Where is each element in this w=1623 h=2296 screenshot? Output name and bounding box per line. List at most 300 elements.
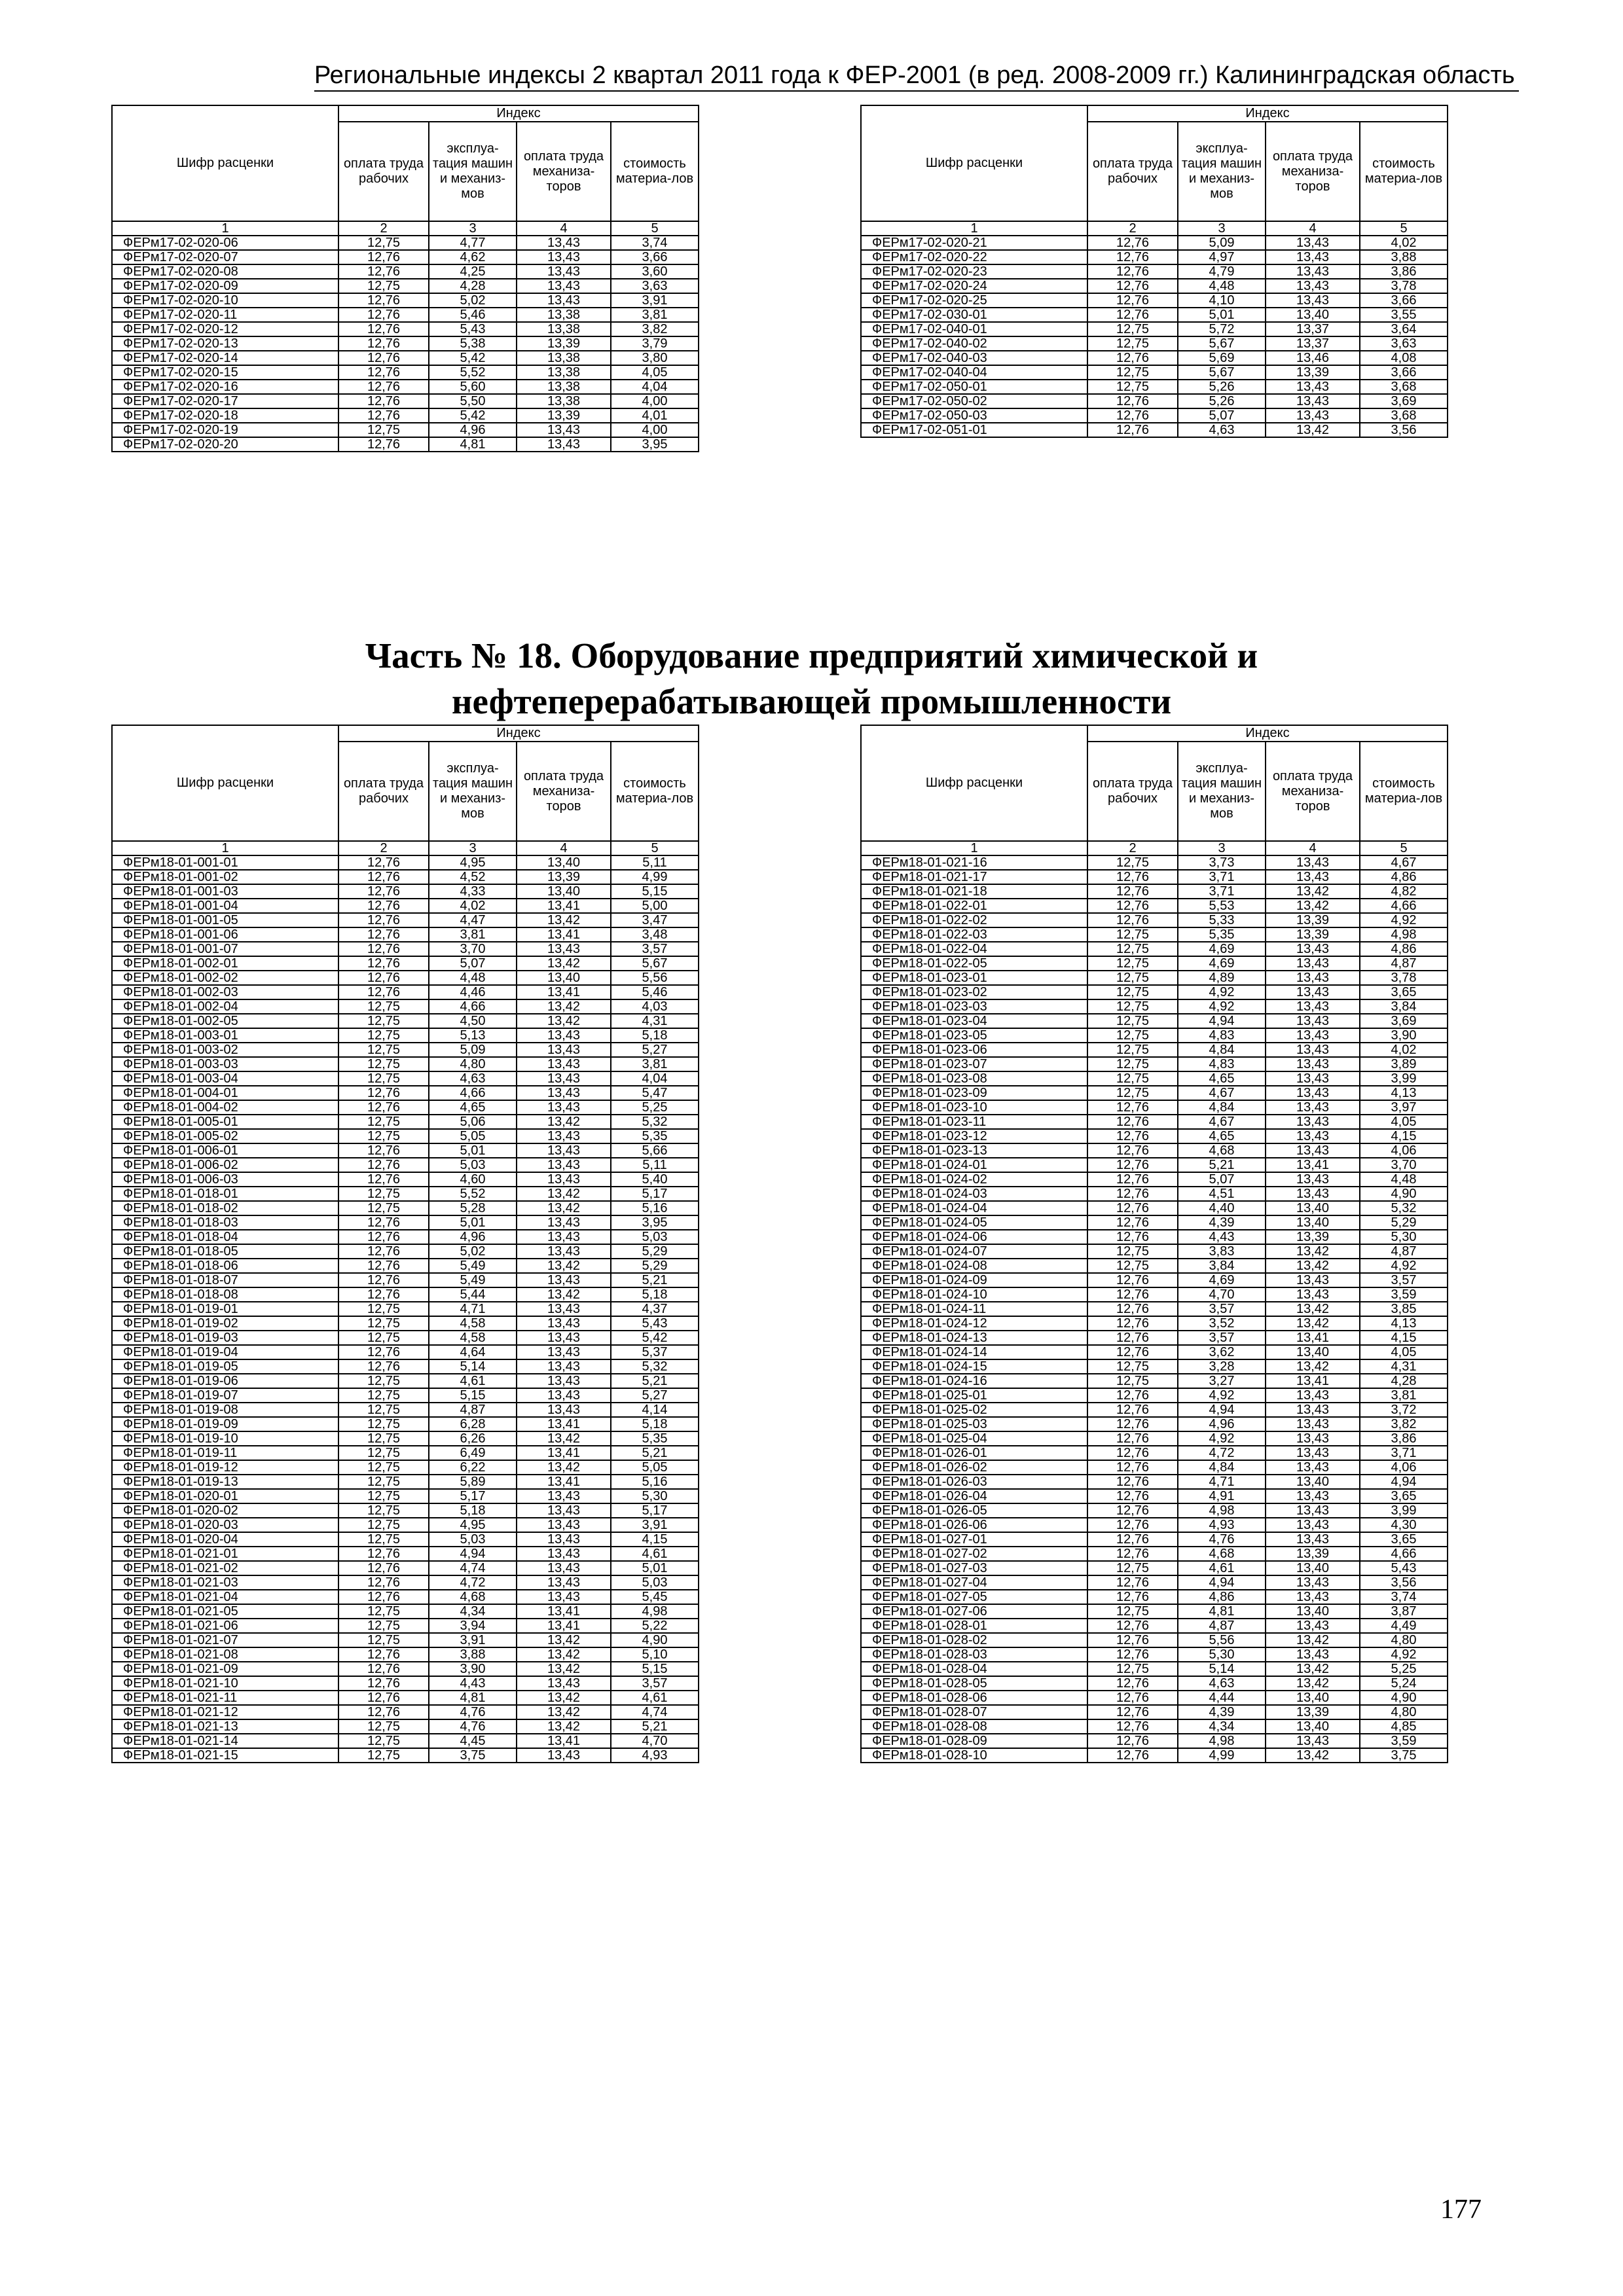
machine-index: 5,02 [429,1244,517,1259]
col-header-code: Шифр расценки [861,725,1087,841]
rate-code: ФЕРм18-01-006-02 [112,1158,338,1172]
table-row [112,336,699,351]
machine-index: 5,15 [429,1388,517,1403]
operator-index: 13,43 [1266,1403,1360,1417]
labor-index: 12,75 [1087,1604,1178,1619]
rate-code: ФЕРм18-01-026-06 [861,1518,1087,1532]
material-index: 5,05 [611,1460,699,1475]
operator-index: 13,43 [1266,1503,1360,1518]
operator-index: 13,42 [1266,1259,1360,1273]
table-row [112,942,699,956]
machine-index: 5,44 [429,1287,517,1302]
labor-index: 12,76 [1087,351,1178,365]
table-row [861,1604,1448,1619]
table-row [861,899,1448,913]
operator-index: 13,43 [1266,999,1360,1014]
machine-index: 4,69 [1178,942,1266,956]
table-row [112,1014,699,1028]
material-index: 3,99 [1360,1071,1448,1086]
machine-index: 3,28 [1178,1359,1266,1374]
rate-code: ФЕРм18-01-027-01 [861,1532,1087,1547]
machine-index: 4,95 [429,855,517,870]
column-number: 5 [1360,221,1448,236]
operator-index: 13,42 [1266,1676,1360,1691]
machine-index: 4,34 [1178,1719,1266,1734]
machine-index: 4,79 [1178,264,1266,279]
section-title-line2: нефтеперерабатывающей промышленности [451,681,1172,721]
rate-code: ФЕРм17-02-040-04 [861,365,1087,380]
table-row [112,884,699,899]
material-index: 5,21 [611,1273,699,1287]
material-index: 3,91 [611,1518,699,1532]
table-row [861,1028,1448,1043]
column-number: 1 [861,221,1087,236]
operator-index: 13,43 [1266,1071,1360,1086]
material-index: 3,65 [1360,985,1448,999]
machine-index: 4,34 [429,1604,517,1619]
labor-index: 12,76 [338,1273,429,1287]
labor-index: 12,76 [338,1086,429,1100]
material-index: 5,21 [611,1374,699,1388]
rate-code: ФЕРм18-01-026-02 [861,1460,1087,1475]
rate-code: ФЕРм18-01-023-05 [861,1028,1087,1043]
rate-code: ФЕРм17-02-020-13 [112,336,338,351]
column-number: 2 [338,221,429,236]
column-number: 3 [429,221,517,236]
operator-index: 13,43 [1266,971,1360,985]
rate-code: ФЕРм18-01-019-13 [112,1475,338,1489]
table-row [112,308,699,322]
rate-code: ФЕРм18-01-028-07 [861,1705,1087,1719]
operator-index: 13,43 [517,423,611,437]
labor-index: 12,76 [338,899,429,913]
table-row [112,870,699,884]
table-row [861,870,1448,884]
labor-index: 12,75 [338,1302,429,1316]
table-row [112,236,699,250]
rate-code: ФЕРм17-02-040-01 [861,322,1087,336]
operator-index: 13,43 [517,264,611,279]
machine-index: 3,52 [1178,1316,1266,1331]
machine-index: 3,91 [429,1633,517,1647]
column-number: 5 [1360,841,1448,855]
machine-index: 4,92 [1178,985,1266,999]
machine-index: 4,69 [1178,1273,1266,1287]
material-index: 3,82 [611,322,699,336]
material-index: 3,78 [1360,971,1448,985]
rate-code: ФЕРм18-01-003-02 [112,1043,338,1057]
material-index: 4,67 [1360,855,1448,870]
table-row [112,1388,699,1403]
labor-index: 12,75 [1087,1561,1178,1575]
material-index: 5,24 [1360,1676,1448,1691]
col-header-index: Индекс [1087,725,1448,742]
operator-index: 13,43 [517,1100,611,1115]
index-table [111,105,699,452]
material-index: 3,59 [1360,1287,1448,1302]
rate-code: ФЕРм17-02-020-22 [861,250,1087,264]
operator-index: 13,43 [1266,1086,1360,1100]
rate-code: ФЕРм18-01-001-02 [112,870,338,884]
table-row [861,250,1448,264]
material-index: 4,61 [611,1691,699,1705]
operator-index: 13,42 [1266,1359,1360,1374]
labor-index: 12,75 [338,1201,429,1215]
operator-index: 13,43 [517,1302,611,1316]
machine-index: 4,64 [429,1345,517,1359]
col-header-operator: оплата труда механиза-торов [1266,122,1360,221]
rate-code: ФЕРм18-01-019-06 [112,1374,338,1388]
rate-code: ФЕРм18-01-027-04 [861,1575,1087,1590]
material-index: 5,17 [611,1503,699,1518]
material-index: 3,59 [1360,1734,1448,1748]
machine-index: 5,13 [429,1028,517,1043]
machine-index: 4,70 [1178,1287,1266,1302]
rate-code: ФЕРм17-02-020-11 [112,308,338,322]
machine-index: 5,26 [1178,394,1266,408]
rate-code: ФЕРм18-01-021-10 [112,1676,338,1691]
operator-index: 13,42 [517,1259,611,1273]
labor-index: 12,75 [338,1719,429,1734]
labor-index: 12,75 [1087,1043,1178,1057]
labor-index: 12,76 [1087,1115,1178,1129]
rate-code: ФЕРм18-01-023-02 [861,985,1087,999]
labor-index: 12,76 [338,250,429,264]
operator-index: 13,43 [517,1676,611,1691]
operator-index: 13,43 [517,1403,611,1417]
labor-index: 12,76 [338,855,429,870]
labor-index: 12,75 [338,999,429,1014]
machine-index: 5,49 [429,1273,517,1287]
col-header-labor: оплата труда рабочих [1087,122,1178,221]
rate-code: ФЕРм17-02-020-21 [861,236,1087,250]
material-index: 3,86 [1360,264,1448,279]
rate-code: ФЕРм17-02-050-03 [861,408,1087,423]
labor-index: 12,75 [1087,1244,1178,1259]
labor-index: 12,76 [338,1705,429,1719]
machine-index: 4,92 [1178,999,1266,1014]
labor-index: 12,75 [338,1619,429,1633]
machine-index: 4,74 [429,1561,517,1575]
rate-code: ФЕРм18-01-006-03 [112,1172,338,1187]
table-row [112,855,699,870]
operator-index: 13,40 [1266,1561,1360,1575]
labor-index: 12,76 [338,1561,429,1575]
rate-code: ФЕРм18-01-019-11 [112,1446,338,1460]
machine-index: 3,75 [429,1748,517,1763]
column-number: 4 [517,841,611,855]
material-index: 4,92 [1360,1259,1448,1273]
rate-code: ФЕРм18-01-021-13 [112,1719,338,1734]
rate-code: ФЕРм18-01-019-01 [112,1302,338,1316]
material-index: 4,08 [1360,351,1448,365]
rate-code: ФЕРм18-01-020-03 [112,1518,338,1532]
rate-code: ФЕРм18-01-028-09 [861,1734,1087,1748]
labor-index: 12,76 [1087,1158,1178,1172]
table-row [112,1403,699,1417]
material-index: 5,15 [611,884,699,899]
labor-index: 12,76 [338,913,429,927]
operator-index: 13,43 [517,1043,611,1057]
machine-index: 5,01 [1178,308,1266,322]
labor-index: 12,75 [1087,336,1178,351]
index-table [860,105,1448,438]
table-row [861,322,1448,336]
rate-code: ФЕРм18-01-003-04 [112,1071,338,1086]
table-row [861,1460,1448,1475]
operator-index: 13,43 [1266,942,1360,956]
machine-index: 4,87 [1178,1619,1266,1633]
rate-code: ФЕРм18-01-019-07 [112,1388,338,1403]
material-index: 4,80 [1360,1633,1448,1647]
table-row [112,293,699,308]
material-index: 3,57 [611,1676,699,1691]
table-row [112,1532,699,1547]
table-row [112,365,699,380]
operator-index: 13,41 [1266,1374,1360,1388]
machine-index: 4,45 [429,1734,517,1748]
rate-code: ФЕРм18-01-001-07 [112,942,338,956]
operator-index: 13,40 [1266,1604,1360,1619]
machine-index: 4,66 [429,1086,517,1100]
rate-code: ФЕРм18-01-021-15 [112,1748,338,1763]
operator-index: 13,39 [1266,1230,1360,1244]
rate-code: ФЕРм18-01-024-03 [861,1187,1087,1201]
operator-index: 13,40 [517,971,611,985]
operator-index: 13,43 [517,1359,611,1374]
machine-index: 4,33 [429,884,517,899]
machine-index: 5,52 [429,1187,517,1201]
rate-code: ФЕРм18-01-001-01 [112,855,338,870]
labor-index: 12,76 [338,1676,429,1691]
machine-index: 3,73 [1178,855,1266,870]
table-row [861,1489,1448,1503]
material-index: 5,25 [1360,1662,1448,1676]
machine-index: 5,53 [1178,899,1266,913]
labor-index: 12,76 [338,1662,429,1676]
col-header-material: стоимость материа-лов [611,742,699,841]
table-row [112,1374,699,1388]
labor-index: 12,75 [338,1503,429,1518]
machine-index: 4,67 [1178,1086,1266,1100]
column-number: 2 [1087,221,1178,236]
operator-index: 13,43 [517,250,611,264]
material-index: 4,92 [1360,913,1448,927]
machine-index: 4,89 [1178,971,1266,985]
table-row [861,279,1448,293]
rate-code: ФЕРм18-01-023-06 [861,1043,1087,1057]
operator-index: 13,38 [517,351,611,365]
machine-index: 4,51 [1178,1187,1266,1201]
material-index: 5,11 [611,1158,699,1172]
rate-code: ФЕРм18-01-020-02 [112,1503,338,1518]
labor-index: 12,76 [1087,408,1178,423]
labor-index: 12,75 [338,1316,429,1331]
machine-index: 4,93 [1178,1518,1266,1532]
rate-code: ФЕРм18-01-018-06 [112,1259,338,1273]
table-row [112,1302,699,1316]
operator-index: 13,43 [1266,1532,1360,1547]
operator-index: 13,43 [1266,870,1360,884]
rate-code: ФЕРм18-01-020-04 [112,1532,338,1547]
operator-index: 13,39 [1266,913,1360,927]
labor-index: 12,76 [338,264,429,279]
operator-index: 13,43 [1266,1575,1360,1590]
material-index: 4,85 [1360,1719,1448,1734]
material-index: 3,97 [1360,1100,1448,1115]
material-index: 3,68 [1360,408,1448,423]
rate-code: ФЕРм18-01-028-02 [861,1633,1087,1647]
material-index: 4,30 [1360,1518,1448,1532]
table-row [861,1705,1448,1719]
material-index: 5,27 [611,1043,699,1057]
rate-code: ФЕРм18-01-001-03 [112,884,338,899]
labor-index: 12,76 [1087,1302,1178,1316]
operator-index: 13,43 [1266,408,1360,423]
labor-index: 12,76 [1087,1633,1178,1647]
material-index: 5,29 [1360,1215,1448,1230]
table-row [112,1316,699,1331]
rate-code: ФЕРм17-02-020-16 [112,380,338,394]
machine-index: 4,76 [1178,1532,1266,1547]
rate-code: ФЕРм18-01-019-12 [112,1460,338,1475]
table-row [112,1129,699,1143]
rate-code: ФЕРм17-02-020-19 [112,423,338,437]
table-row [861,1071,1448,1086]
table-row [112,279,699,293]
material-index: 3,85 [1360,1302,1448,1316]
rate-code: ФЕРм18-01-028-08 [861,1719,1087,1734]
operator-index: 13,43 [1266,1518,1360,1532]
table-row [112,1259,699,1273]
operator-index: 13,42 [517,1115,611,1129]
material-index: 5,17 [611,1187,699,1201]
operator-index: 13,43 [1266,1028,1360,1043]
rate-code: ФЕРм18-01-025-04 [861,1431,1087,1446]
table-row [112,913,699,927]
rate-code: ФЕРм18-01-001-04 [112,899,338,913]
rate-code: ФЕРм18-01-024-13 [861,1331,1087,1345]
table-row [861,1215,1448,1230]
operator-index: 13,41 [517,1619,611,1633]
table-row [861,1331,1448,1345]
rate-code: ФЕРм18-01-024-02 [861,1172,1087,1187]
table-row [861,1590,1448,1604]
table-row [112,1071,699,1086]
table-row [112,1043,699,1057]
operator-index: 13,43 [517,1057,611,1071]
table-row [112,1359,699,1374]
table-row [112,1547,699,1561]
material-index: 4,06 [1360,1143,1448,1158]
rate-code: ФЕРм17-02-020-08 [112,264,338,279]
rate-code: ФЕРм18-01-021-01 [112,1547,338,1561]
rate-code: ФЕРм18-01-018-08 [112,1287,338,1302]
column-number: 4 [1266,221,1360,236]
material-index: 4,01 [611,408,699,423]
machine-index: 5,14 [429,1359,517,1374]
labor-index: 12,75 [338,1446,429,1460]
machine-index: 4,43 [429,1676,517,1691]
material-index: 3,80 [611,351,699,365]
labor-index: 12,76 [338,956,429,971]
machine-index: 5,07 [1178,408,1266,423]
material-index: 4,70 [611,1734,699,1748]
machine-index: 4,68 [1178,1547,1266,1561]
machine-index: 5,43 [429,322,517,336]
rate-code: ФЕРм18-01-026-03 [861,1475,1087,1489]
labor-index: 12,75 [1087,1359,1178,1374]
rate-code: ФЕРм18-01-019-04 [112,1345,338,1359]
table-row [861,394,1448,408]
material-index: 5,16 [611,1475,699,1489]
machine-index: 6,26 [429,1431,517,1446]
operator-index: 13,43 [517,1561,611,1575]
col-header-machine: эксплуа-тация машин и механиз-мов [429,122,517,221]
machine-index: 4,72 [429,1575,517,1590]
machine-index: 3,27 [1178,1374,1266,1388]
table-row [112,1273,699,1287]
machine-index: 4,02 [429,899,517,913]
machine-index: 6,49 [429,1446,517,1460]
machine-index: 6,28 [429,1417,517,1431]
operator-index: 13,40 [1266,1719,1360,1734]
material-index: 5,22 [611,1619,699,1633]
rate-code: ФЕРм18-01-025-03 [861,1417,1087,1431]
machine-index: 5,07 [1178,1172,1266,1187]
table-row [112,1215,699,1230]
rate-code: ФЕРм18-01-023-09 [861,1086,1087,1100]
machine-index: 4,67 [1178,1115,1266,1129]
table-row [861,1734,1448,1748]
labor-index: 12,76 [338,870,429,884]
labor-index: 12,75 [1087,1014,1178,1028]
labor-index: 12,75 [1087,1662,1178,1676]
operator-index: 13,42 [517,1705,611,1719]
operator-index: 13,43 [1266,1734,1360,1748]
machine-index: 6,22 [429,1460,517,1475]
table-row [861,1561,1448,1575]
material-index: 5,18 [611,1287,699,1302]
operator-index: 13,37 [1266,322,1360,336]
material-index: 5,46 [611,985,699,999]
rate-code: ФЕРм18-01-028-06 [861,1691,1087,1705]
table-row [112,1691,699,1705]
machine-index: 4,81 [429,1691,517,1705]
machine-index: 4,96 [1178,1417,1266,1431]
material-index: 4,66 [1360,899,1448,913]
column-number: 3 [1178,841,1266,855]
rate-code: ФЕРм17-02-050-02 [861,394,1087,408]
table-row [861,365,1448,380]
operator-index: 13,41 [517,1446,611,1460]
table-row [861,1374,1448,1388]
operator-index: 13,43 [1266,1417,1360,1431]
labor-index: 12,75 [338,1431,429,1446]
material-index: 5,32 [611,1359,699,1374]
rate-code: ФЕРм18-01-028-01 [861,1619,1087,1633]
operator-index: 13,43 [517,1748,611,1763]
rate-code: ФЕРм18-01-024-07 [861,1244,1087,1259]
col-header-index: Индекс [338,725,699,742]
machine-index: 5,05 [429,1129,517,1143]
machine-index: 5,69 [1178,351,1266,365]
machine-index: 3,94 [429,1619,517,1633]
material-index: 3,66 [1360,365,1448,380]
table-row [112,1172,699,1187]
operator-index: 13,43 [517,1590,611,1604]
material-index: 5,67 [611,956,699,971]
